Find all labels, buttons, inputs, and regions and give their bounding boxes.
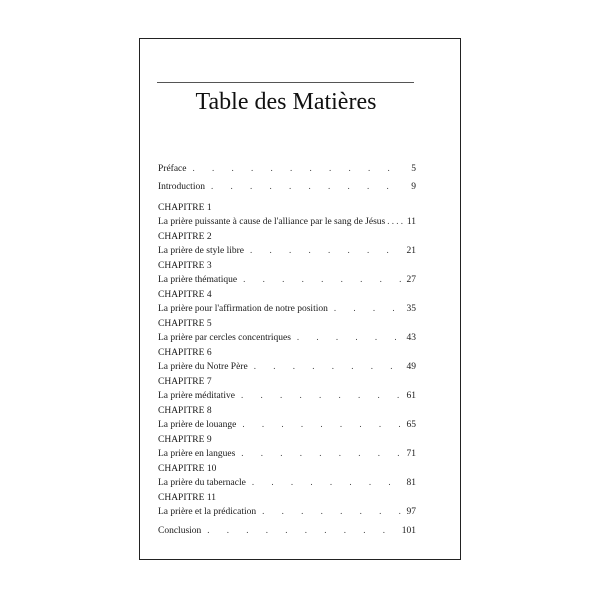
chapter-label: CHAPITRE 11 [158, 493, 216, 503]
leader-dots [186, 162, 404, 174]
chapter-title: La prière pour l'affirmation de notre position [158, 304, 328, 314]
toc-entry-page: 5 [411, 164, 416, 174]
chapter-title: La prière de louange [158, 420, 237, 430]
toc-chapter-7 [158, 377, 416, 403]
toc-entry-title: Introduction [158, 182, 205, 192]
leader-dots [246, 476, 404, 488]
chapter-title: La prière et la prédication [158, 507, 257, 517]
toc-chapter-4 [158, 290, 416, 316]
leader-dots [235, 389, 404, 401]
toc-chapter-9 [158, 435, 416, 461]
toc-chapter-1 [158, 203, 416, 229]
chapter-title: La prière de style libre [158, 246, 244, 256]
chapter-title: La prière en langues [158, 449, 236, 459]
toc-entry-conclusion [158, 524, 416, 538]
chapter-label: CHAPITRE 9 [158, 435, 212, 445]
toc-chapter-2 [158, 232, 416, 258]
toc-chapter-8 [158, 406, 416, 432]
chapter-title: La prière méditative [158, 391, 236, 401]
chapter-label: CHAPITRE 8 [158, 406, 212, 416]
leader-dots [291, 331, 404, 343]
chapter-label: CHAPITRE 10 [158, 464, 217, 474]
chapter-page: 21 [406, 246, 416, 256]
book-page [139, 38, 461, 560]
chapter-page: 35 [406, 304, 416, 314]
leader-dots [256, 505, 404, 517]
page-title: Table des Matières [195, 89, 377, 115]
toc-chapter-5 [158, 319, 416, 345]
toc-chapter-6 [158, 348, 416, 374]
chapter-label: CHAPITRE 7 [158, 377, 212, 387]
chapter-page: 61 [406, 391, 416, 401]
chapter-label: CHAPITRE 6 [158, 348, 212, 358]
top-rule [157, 82, 414, 83]
toc-entry-page: 9 [411, 182, 416, 192]
chapter-page: 65 [406, 420, 416, 430]
leader-dots [244, 244, 404, 256]
toc-chapter-11 [158, 493, 416, 519]
chapter-title: La prière thématique [158, 275, 238, 285]
chapter-title: La prière par cercles concentriques [158, 333, 291, 343]
chapter-page: 71 [406, 449, 416, 459]
leader-dots [248, 360, 404, 372]
chapter-label: CHAPITRE 3 [158, 261, 212, 271]
chapter-page: 27 [406, 275, 416, 285]
toc-entry-preface [158, 162, 416, 176]
toc-chapter-3 [158, 261, 416, 287]
leader-dots [205, 180, 404, 192]
toc-entry-page: 101 [401, 526, 416, 536]
leader-dots [235, 447, 404, 459]
chapter-label: CHAPITRE 4 [158, 290, 212, 300]
chapter-title: La prière du tabernacle [158, 478, 246, 488]
toc-entry-introduction [158, 180, 416, 194]
toc-entry-title: Conclusion [158, 526, 202, 536]
leader-dots [236, 418, 404, 430]
chapter-label: CHAPITRE 2 [158, 232, 212, 242]
chapter-page: 49 [406, 362, 416, 372]
leader-dots [237, 273, 404, 285]
toc-chapter-10 [158, 464, 416, 490]
leader-dots [328, 302, 404, 314]
chapter-label: CHAPITRE 1 [158, 203, 212, 213]
chapter-page: 97 [406, 507, 416, 517]
chapter-title: La prière du Notre Père [158, 362, 248, 372]
chapter-title: La prière puissante à cause de l'alliance par le sang de Jésus [158, 217, 386, 227]
chapter-page: 11 [406, 217, 416, 227]
leader-dots [201, 524, 401, 536]
toc-entry-title: Préface [158, 164, 187, 174]
chapter-page: 81 [406, 478, 416, 488]
chapter-page: 43 [406, 333, 416, 343]
chapter-label: CHAPITRE 5 [158, 319, 212, 329]
